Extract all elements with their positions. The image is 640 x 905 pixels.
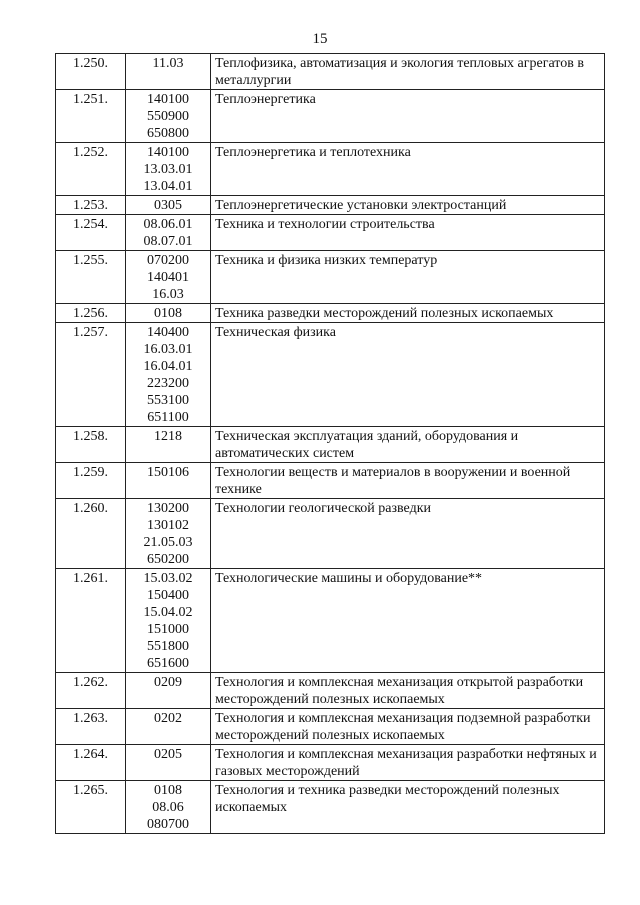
specialty-code: 130200 xyxy=(147,501,189,516)
row-number: 1.250. xyxy=(56,54,126,90)
specialty-name: Технология и техника разведки месторождений полезных ископаемых xyxy=(211,781,605,834)
specialty-name: Технологические машины и оборудование** xyxy=(211,569,605,673)
row-number: 1.254. xyxy=(56,215,126,251)
row-number: 1.261. xyxy=(56,569,126,673)
page-number: 15 xyxy=(312,31,328,47)
specialty-code: 150106 xyxy=(147,465,189,480)
table-row xyxy=(56,215,605,251)
row-codes xyxy=(126,745,211,781)
specialty-code: 223200 xyxy=(147,376,189,391)
row-codes xyxy=(126,54,211,90)
row-number: 1.258. xyxy=(56,427,126,463)
specialty-code: 08.06.01 xyxy=(143,217,193,232)
specialty-code: 140100 xyxy=(147,145,189,160)
specialty-code: 16.04.01 xyxy=(143,359,193,374)
table-row xyxy=(56,463,605,499)
specialty-code: 0108 xyxy=(154,306,182,321)
table-row xyxy=(56,304,605,323)
row-codes xyxy=(126,304,211,323)
specialty-code: 140100 xyxy=(147,92,189,107)
specialty-name: Теплоэнергетические установки электростанций xyxy=(211,196,605,215)
row-codes xyxy=(126,427,211,463)
specialty-name: Техника разведки месторождений полезных ископаемых xyxy=(211,304,605,323)
table-row xyxy=(56,143,605,196)
specialty-code: 08.06 xyxy=(152,800,184,815)
table-row xyxy=(56,323,605,427)
specialty-code: 21.05.03 xyxy=(143,535,193,550)
table-row xyxy=(56,427,605,463)
table-row xyxy=(56,196,605,215)
row-number: 1.252. xyxy=(56,143,126,196)
table-row xyxy=(56,90,605,143)
specialty-code: 651600 xyxy=(147,656,189,671)
specialties-table xyxy=(55,53,605,834)
row-codes xyxy=(126,463,211,499)
table-row xyxy=(56,499,605,569)
specialty-code: 0108 xyxy=(154,783,182,798)
row-codes xyxy=(126,673,211,709)
row-number: 1.255. xyxy=(56,251,126,304)
specialty-code: 070200 xyxy=(147,253,189,268)
specialty-name: Технологии геологической разведки xyxy=(211,499,605,569)
row-codes xyxy=(126,215,211,251)
specialty-code: 080700 xyxy=(147,817,189,832)
specialty-name: Технология и комплексная механизация подземной разработки месторождений полезных ископаемых xyxy=(211,709,605,745)
specialty-code: 15.04.02 xyxy=(143,605,193,620)
specialty-code: 13.03.01 xyxy=(143,162,193,177)
specialty-code: 650200 xyxy=(147,552,189,567)
specialty-code: 16.03.01 xyxy=(143,342,193,357)
row-number: 1.256. xyxy=(56,304,126,323)
specialty-name: Технология и комплексная механизация разработки нефтяных и газовых месторождений xyxy=(211,745,605,781)
specialty-name: Технологии веществ и материалов в вооружении и военной технике xyxy=(211,463,605,499)
row-codes xyxy=(126,499,211,569)
row-number: 1.265. xyxy=(56,781,126,834)
row-codes xyxy=(126,90,211,143)
row-number: 1.262. xyxy=(56,673,126,709)
row-codes xyxy=(126,323,211,427)
specialty-name: Техническая эксплуатация зданий, оборудования и автоматических систем xyxy=(211,427,605,463)
row-number: 1.259. xyxy=(56,463,126,499)
specialty-code: 0202 xyxy=(154,711,182,726)
row-number: 1.253. xyxy=(56,196,126,215)
row-codes xyxy=(126,781,211,834)
specialty-name: Техника и технологии строительства xyxy=(211,215,605,251)
table-row xyxy=(56,251,605,304)
specialty-code: 11.03 xyxy=(152,56,184,71)
specialty-code: 553100 xyxy=(147,393,189,408)
specialty-name: Теплофизика, автоматизация и экология тепловых агрегатов в металлургии xyxy=(211,54,605,90)
table-row xyxy=(56,54,605,90)
row-number: 1.264. xyxy=(56,745,126,781)
specialty-name: Теплоэнергетика xyxy=(211,90,605,143)
specialty-code: 550900 xyxy=(147,109,189,124)
specialty-code: 13.04.01 xyxy=(143,179,193,194)
table-row xyxy=(56,709,605,745)
row-number: 1.257. xyxy=(56,323,126,427)
row-codes xyxy=(126,251,211,304)
specialty-code: 651100 xyxy=(147,410,189,425)
table-row xyxy=(56,745,605,781)
row-codes xyxy=(126,196,211,215)
specialty-code: 140401 xyxy=(147,270,189,285)
specialty-code: 0209 xyxy=(154,675,182,690)
specialty-code: 140400 xyxy=(147,325,189,340)
specialty-code: 0205 xyxy=(154,747,182,762)
row-codes xyxy=(126,709,211,745)
specialty-code: 551800 xyxy=(147,639,189,654)
row-number: 1.251. xyxy=(56,90,126,143)
specialty-code: 08.07.01 xyxy=(143,234,193,249)
specialty-name: Техника и физика низких температур xyxy=(211,251,605,304)
table-row xyxy=(56,569,605,673)
specialty-name: Техническая физика xyxy=(211,323,605,427)
row-codes xyxy=(126,143,211,196)
specialty-code: 650800 xyxy=(147,126,189,141)
specialty-code: 150400 xyxy=(147,588,189,603)
table-body xyxy=(56,54,605,834)
row-number: 1.263. xyxy=(56,709,126,745)
specialty-code: 16.03 xyxy=(152,287,184,302)
row-number: 1.260. xyxy=(56,499,126,569)
specialty-code: 0305 xyxy=(154,198,182,213)
specialty-code: 1218 xyxy=(154,429,182,444)
specialty-code: 130102 xyxy=(147,518,189,533)
table-row xyxy=(56,781,605,834)
specialty-code: 15.03.02 xyxy=(143,571,193,586)
specialty-name: Теплоэнергетика и теплотехника xyxy=(211,143,605,196)
row-codes xyxy=(126,569,211,673)
specialty-name: Технология и комплексная механизация открытой разработки месторождений полезных ископаемых xyxy=(211,673,605,709)
table-row xyxy=(56,673,605,709)
specialty-code: 151000 xyxy=(147,622,189,637)
